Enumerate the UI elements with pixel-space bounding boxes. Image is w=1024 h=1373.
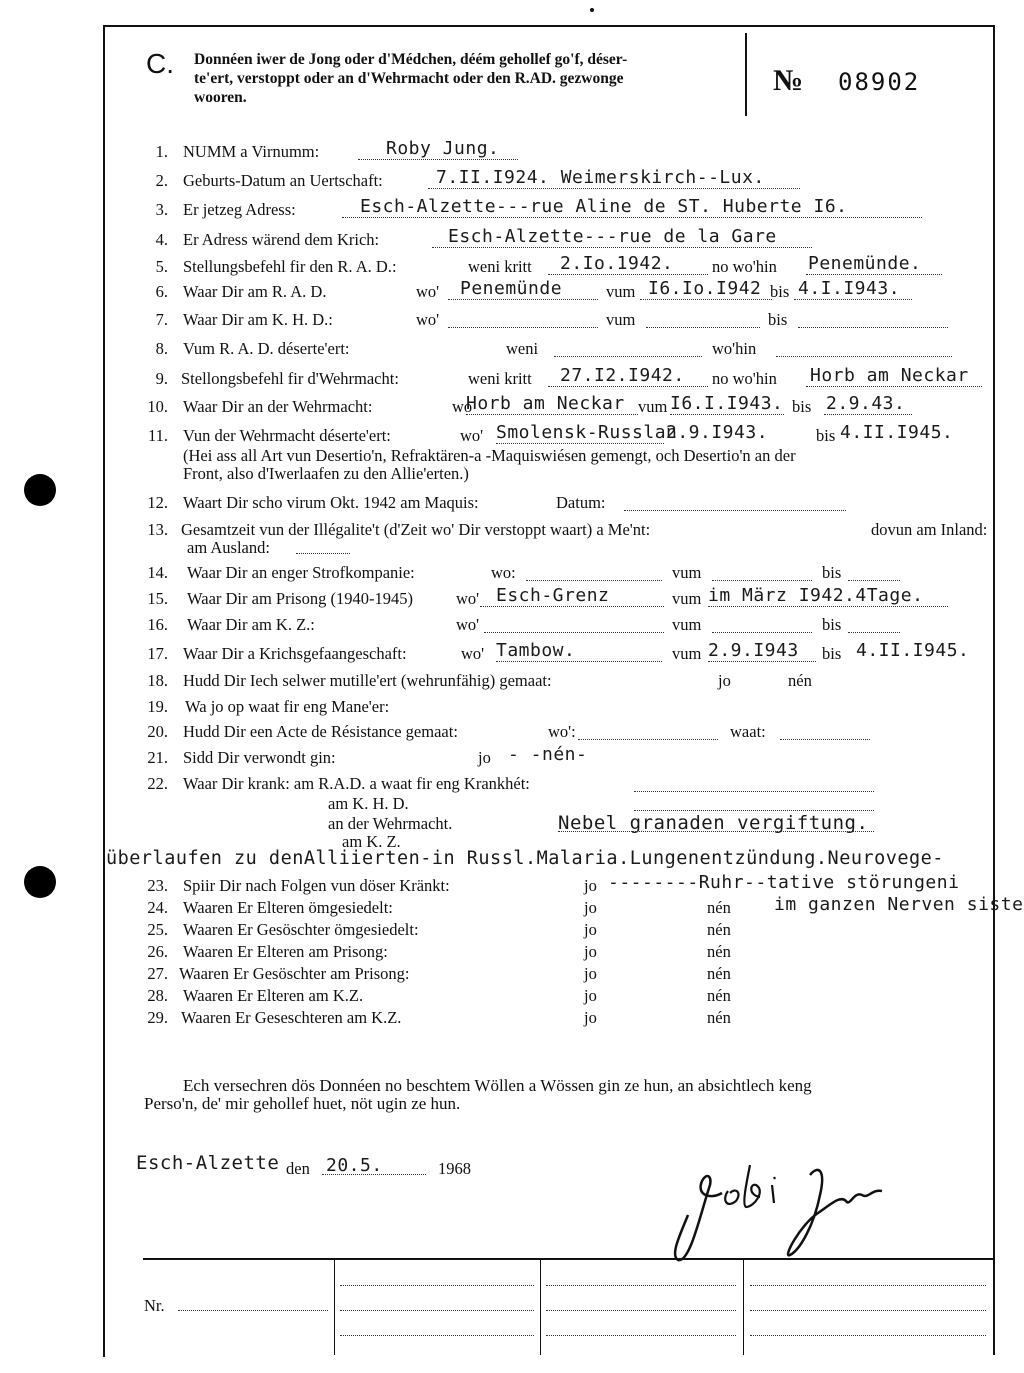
field-19-number: 19. <box>147 697 168 716</box>
field-11-label2: wo' <box>460 426 484 445</box>
field-24-label: Waaren Er Elteren ömgesiedelt: <box>183 898 393 917</box>
field-1-number: 1. <box>155 142 168 161</box>
field-16-number: 16. <box>147 615 168 634</box>
field-22-wehrmacht-dots <box>558 831 874 832</box>
field-6-label: Waar Dir am R. A. D. <box>183 282 327 301</box>
field-9-value2-typed: Horb am Neckar <box>810 365 969 386</box>
field-15-number: 15. <box>147 589 168 608</box>
field-8-dotted-line <box>776 356 952 357</box>
field-21-number: 21. <box>147 748 168 767</box>
field-10-label3: vum <box>638 397 668 416</box>
field-15-label2: wo' <box>456 589 480 608</box>
field-6-value2-typed: I6.Io.I942 <box>648 278 762 299</box>
field-27-label: Waaren Er Gesöschter am Prisong: <box>179 964 410 983</box>
field-10-label4: bis <box>792 397 812 416</box>
binder-hole-top <box>24 474 56 506</box>
field-29-label2: jo <box>584 1008 597 1027</box>
form-number: 08902 <box>838 68 921 96</box>
field-14-dotted-line <box>712 580 812 581</box>
field-5-label2: weni kritt <box>468 257 532 276</box>
field-26-label2: jo <box>584 942 597 961</box>
field-15-label: Waar Dir am Prisong (1940-1945) <box>187 589 413 608</box>
field-10-value-typed: Horb am Neckar <box>466 393 625 414</box>
field-16-dotted-line <box>712 632 812 633</box>
field-22-label: Waar Dir krank: am R.A.D. a waat fir eng Krankhét: <box>183 774 530 793</box>
field-4-number: 4. <box>155 230 168 249</box>
field-14-dotted-line <box>526 580 662 581</box>
field-27-label3: nén <box>707 964 731 983</box>
field-22-sub-wehrmacht: an der Wehrmacht. <box>328 814 453 833</box>
footer-dots-3b <box>750 1310 986 1311</box>
field-22-khd-dots <box>634 810 874 811</box>
signing-year: 1968 <box>438 1159 471 1178</box>
field-18-number: 18. <box>147 671 168 690</box>
field-17-label4: bis <box>822 644 842 663</box>
field-12-number: 12. <box>147 493 168 512</box>
field-13-ausland-dots <box>296 553 350 554</box>
field-15-label3: vum <box>672 589 702 608</box>
field-25-label3: nén <box>707 920 731 939</box>
field-11-label4: bis <box>816 426 836 445</box>
field-17-label3: vum <box>672 644 702 663</box>
field-25-number: 25. <box>147 920 168 939</box>
field-12-label2: Datum: <box>556 493 606 512</box>
footer-dots-1c <box>340 1335 534 1336</box>
header-title-1: Donnéen iwer de Jong oder d'Médchen, déém gehollef go'f, déser- <box>194 51 628 68</box>
field-24-value-typed: im ganzen Nerven siste <box>774 894 1024 915</box>
field-19-label: Wa jo op waat fir eng Mane'er: <box>185 697 390 716</box>
field-22-dotted-line <box>634 791 874 792</box>
field-13-number: 13. <box>147 520 168 539</box>
date-dots <box>322 1174 426 1175</box>
footer-dots-2a <box>546 1285 736 1286</box>
field-17-label2: wo' <box>461 644 485 663</box>
field-14-label2: wo: <box>491 563 516 582</box>
section-letter: C. <box>146 48 174 79</box>
field-16-dotted-line <box>484 632 664 633</box>
field-17-dotted-line <box>496 661 662 662</box>
field-11-value3-typed: 4.II.I945. <box>840 422 954 443</box>
field-22-sub-kz: am K. Z. <box>342 832 401 851</box>
field-6-label2: wo' <box>416 282 440 301</box>
field-18-label2: jo <box>718 671 731 690</box>
field-10-number: 10. <box>147 397 168 416</box>
field-16-label3: vum <box>672 615 702 634</box>
field-10-dotted-line <box>670 414 784 415</box>
speck <box>590 8 594 12</box>
field-20-label3: waat: <box>730 722 766 741</box>
field-13-label: Gesamtzeit vun der Illégalite't (d'Zeit wo' Dir verstoppt waart) a Me'nt: <box>181 520 651 539</box>
footer-rule <box>143 1258 995 1260</box>
field-7-number: 7. <box>155 310 168 329</box>
field-10-label2: wo <box>452 397 473 416</box>
field-9-dotted-line <box>548 386 708 387</box>
field-6-label3: vum <box>606 282 636 301</box>
footer-dots-3a <box>750 1285 986 1286</box>
field-14-label4: bis <box>822 563 842 582</box>
field-2-label: Geburts-Datum an Uertschaft: <box>183 171 383 190</box>
field-8-dotted-line <box>554 356 702 357</box>
field-9-value-typed: 27.I2.I942. <box>560 365 685 386</box>
field-23-label: Spiir Dir nach Folgen vun döser Kränkt: <box>183 876 450 895</box>
field-23-label2: jo <box>584 876 597 895</box>
field-20-number: 20. <box>147 722 168 741</box>
footer-dots-2c <box>546 1335 736 1336</box>
field-27-number: 27. <box>147 964 168 983</box>
field-7-dotted-line <box>646 327 760 328</box>
field-17-value3-typed: 4.II.I945. <box>856 640 970 661</box>
field-9-dotted-line <box>806 386 982 387</box>
footer-col-2 <box>540 1258 541 1355</box>
field-20-dotted-line <box>780 739 870 740</box>
field-23-number: 23. <box>147 876 168 895</box>
den-label: den <box>286 1159 310 1178</box>
field-17-value2-typed: 2.9.I943 <box>708 640 799 661</box>
field-17-number: 17. <box>147 644 168 663</box>
field-10-value2-typed: I6.I.I943. <box>670 393 784 414</box>
field-8-label2: weni <box>506 339 539 358</box>
field-7-label4: bis <box>768 310 788 329</box>
field-7-label: Waar Dir am K. H. D.: <box>183 310 333 329</box>
number-symbol: № <box>773 64 804 97</box>
field-3-value-typed: Esch-Alzette---rue Aline de ST. Huberte I6. <box>360 196 848 217</box>
field-6-dotted-line <box>640 299 772 300</box>
field-26-label3: nén <box>707 942 731 961</box>
footer-dots-2b <box>546 1310 736 1311</box>
field-28-number: 28. <box>147 986 168 1005</box>
field-13-inland-label: dovun am Inland: <box>871 520 988 539</box>
field-11-value2-typed: 2.9.I943. <box>666 422 769 443</box>
field-6-number: 6. <box>155 282 168 301</box>
field-11-dotted-line <box>496 443 664 444</box>
field-14-label3: vum <box>672 563 702 582</box>
declaration-line-1: Ech versechren dös Donnéen no beschtem Wöllen a Wössen gin ze hun, an absichtlech keng <box>183 1076 812 1095</box>
field-15-value2-typed: im März I942.4Tage. <box>708 585 924 606</box>
field-5-value2-typed: Penemünde. <box>808 253 922 274</box>
field-17-value-typed: Tambow. <box>496 640 576 661</box>
declaration-line-2: Perso'n, de' mir gehollef huet, nöt ugin ze hun. <box>144 1094 461 1113</box>
field-15-dotted-line <box>480 606 664 607</box>
field-9-label3: no wo'hin <box>712 369 777 388</box>
field-27-label2: jo <box>584 964 597 983</box>
field-25-label: Waaren Er Gesöschter ömgesiedelt: <box>183 920 419 939</box>
field-5-label: Stellungsbefehl fir den R. A. D.: <box>183 257 397 276</box>
field-24-label3: nén <box>707 898 731 917</box>
field-20-label: Hudd Dir een Acte de Résistance gemaat: <box>183 722 458 741</box>
field-1-label: NUMM a Virnumm: <box>183 142 320 161</box>
binder-hole-bottom <box>24 866 56 898</box>
field-14-label: Waar Dir an enger Strofkompanie: <box>187 563 415 582</box>
field-5-value-typed: 2.Io.1942. <box>560 253 674 274</box>
footer-col-1 <box>334 1258 335 1355</box>
footer-dots-1a <box>340 1285 534 1286</box>
field-16-label: Waar Dir am K. Z.: <box>187 615 315 634</box>
field-15-dotted-line <box>708 606 948 607</box>
field-6-dotted-line <box>448 299 598 300</box>
field-29-label: Waaren Er Geseschteren am K.Z. <box>181 1008 402 1027</box>
field-4-dotted-line <box>432 247 812 248</box>
field-28-label: Waaren Er Elteren am K.Z. <box>183 986 364 1005</box>
form-frame-right <box>993 25 995 1355</box>
field-2-number: 2. <box>155 171 168 190</box>
field-2-dotted-line <box>428 188 800 189</box>
field-26-label: Waaren Er Elteren am Prisong: <box>183 942 388 961</box>
field-5-number: 5. <box>155 257 168 276</box>
field-4-value-typed: Esch-Alzette---rue de la Gare <box>448 226 777 247</box>
field-11-label: Vun der Wehrmacht déserte'ert: <box>183 426 391 445</box>
field-20-dotted-line <box>578 739 718 740</box>
field-16-label2: wo' <box>456 615 480 634</box>
field-28-label3: nén <box>707 986 731 1005</box>
field-17-dotted-line <box>708 661 816 662</box>
field-17-label: Waar Dir a Krichsgefaangeschaft: <box>183 644 407 663</box>
field-3-number: 3. <box>155 200 168 219</box>
field-21-label2: jo <box>478 748 491 767</box>
field-24-label2: jo <box>584 898 597 917</box>
field-26-number: 26. <box>147 942 168 961</box>
field-5-dotted-line <box>806 274 942 275</box>
field-9-label: Stellongsbefehl fir d'Wehrmacht: <box>181 369 399 388</box>
field-22-illness-typed: Nebel granaden vergiftung. <box>558 812 869 834</box>
field-8-label3: wo'hin <box>712 339 757 358</box>
field-12-label: Waart Dir scho virum Okt. 1942 am Maquis: <box>183 493 479 512</box>
field-16-label4: bis <box>822 615 842 634</box>
field-28-label2: jo <box>584 986 597 1005</box>
field-10-dotted-line <box>466 414 638 415</box>
field-18-label: Hudd Dir Iech selwer mutille'ert (wehrunfähig) gemaat: <box>183 671 552 690</box>
field-14-dotted-line <box>848 580 900 581</box>
field-7-label3: vum <box>606 310 636 329</box>
signing-place: Esch-Alzette <box>136 1152 280 1174</box>
field-7-label2: wo' <box>416 310 440 329</box>
field-1-value-typed: Roby Jung. <box>386 138 500 159</box>
field-12-dotted-line <box>624 510 846 511</box>
field-11-number: 11. <box>147 426 168 445</box>
field-11-value-typed: Smolensk-Russlan <box>496 422 678 443</box>
field-20-label2: wo': <box>548 722 576 741</box>
field-5-label3: no wo'hin <box>712 257 777 276</box>
field-11-note-1: (Hei ass all Art vun Desertio'n, Refraktären-a -Maquiswiésen gemengt, och Desertio'n an der <box>183 446 796 465</box>
field-2-value-typed: 7.II.I924. Weimerskirch--Lux. <box>436 167 765 188</box>
field-16-dotted-line <box>848 632 900 633</box>
field-22-sub-khd: am K. H. D. <box>328 794 409 813</box>
field-6-value-typed: Penemünde <box>460 278 563 299</box>
signing-date: 20.5. <box>326 1155 383 1176</box>
field-6-value3-typed: 4.I.I943. <box>798 278 901 299</box>
field-25-label2: jo <box>584 920 597 939</box>
field-10-value3-typed: 2.9.43. <box>826 393 906 414</box>
field-11-note-2: Front, also d'Iwerlaafen zu den Allie'erten.) <box>183 464 469 483</box>
field-5-dotted-line <box>548 274 708 275</box>
field-13-ausland-label: am Ausland: <box>187 538 270 557</box>
field-21-value-typed: - -nén- <box>508 744 588 765</box>
field-7-dotted-line <box>448 327 598 328</box>
nr-dots <box>178 1310 328 1311</box>
field-15-value-typed: Esch-Grenz <box>496 585 610 606</box>
field-21-label: Sidd Dir verwondt gin: <box>183 748 336 767</box>
field-29-label3: nén <box>707 1008 731 1027</box>
field-4-label: Er Adress wärend dem Krich: <box>183 230 380 249</box>
field-7-dotted-line <box>798 327 948 328</box>
field-6-dotted-line <box>794 299 912 300</box>
footer-dots-1b <box>340 1310 534 1311</box>
field-24-number: 24. <box>147 898 168 917</box>
field-14-number: 14. <box>147 563 168 582</box>
field-3-dotted-line <box>342 217 922 218</box>
field-9-number: 9. <box>155 369 168 388</box>
field-8-number: 8. <box>155 339 168 358</box>
footer-col-3 <box>743 1258 744 1355</box>
field-18-label3: nén <box>788 671 812 690</box>
field-1-dotted-line <box>358 159 518 160</box>
typed-overflow-line: überlaufen zu denAlliierten-in Russl.Malaria.Lungenentzündung.Neurovege- <box>106 848 944 869</box>
header-title-2: te'ert, verstoppt oder an d'Wehrmacht oder den R.AD. gezwonge <box>194 70 624 87</box>
handwritten-signature <box>650 1155 910 1265</box>
field-22-number: 22. <box>147 774 168 793</box>
field-23-value-typed: --------Ruhr--tative störungeni <box>608 872 960 893</box>
field-10-label: Waar Dir an der Wehrmacht: <box>183 397 373 416</box>
nr-label: Nr. <box>144 1296 165 1315</box>
header-divider <box>745 33 747 116</box>
field-10-dotted-line <box>824 414 912 415</box>
field-29-number: 29. <box>147 1008 168 1027</box>
field-9-label2: weni kritt <box>468 369 532 388</box>
field-6-label4: bis <box>770 282 790 301</box>
field-3-label: Er jetzeg Adress: <box>183 200 296 219</box>
header-title-3: wooren. <box>194 89 247 106</box>
footer-dots-3c <box>750 1335 986 1336</box>
field-8-label: Vum R. A. D. déserte'ert: <box>183 339 350 358</box>
